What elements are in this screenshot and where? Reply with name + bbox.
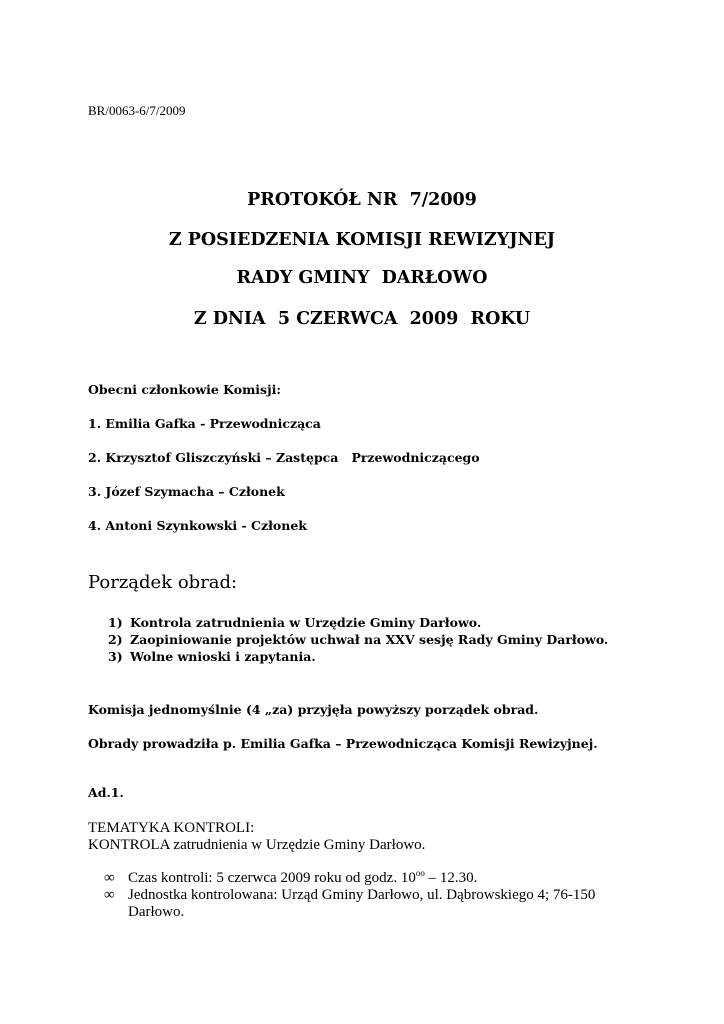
agenda-heading: Porządek obrad: (88, 572, 238, 593)
member-item: 4. Antoni Szynkowski - Członek (88, 518, 307, 533)
agenda-item-number: 1) (108, 615, 123, 630)
agenda-item-number: 3) (108, 649, 123, 664)
agenda-item-text: Zaopiniowanie projektów uchwał na XXV sesję Rady Gminy Darłowo. (130, 632, 609, 647)
agenda-item (108, 631, 610, 648)
control-details-list (104, 870, 644, 921)
controlled-unit: Jednostka kontrolowana: Urząd Gminy Darłowo, ul. Dąbrowskiego 4; 76-150 Darłowo. (128, 887, 596, 920)
member-item: 2. Krzysztof Gliszczyński – Zastępca Przewodniczącego (88, 450, 480, 465)
agenda-item (108, 648, 610, 665)
list-item (104, 887, 644, 921)
infinity-bullet-icon: ∞ (104, 870, 115, 886)
agenda-item (108, 614, 610, 631)
title-protocol-number: PROTOKÓŁ NR 7/2009 (247, 190, 477, 210)
control-time-end: – 12.30. (424, 870, 478, 886)
control-time-superscript: oo (415, 868, 425, 878)
members-heading: Obecni członkowie Komisji: (88, 382, 281, 397)
member-item: 1. Emilia Gafka - Przewodnicząca (88, 416, 321, 431)
section-ad1: Ad.1. (88, 785, 124, 800)
title-committee: Z POSIEDZENIA KOMISJI REWIZYJNEJ (168, 230, 556, 250)
agenda-item-text: Kontrola zatrudnienia w Urzędzie Gminy Darłowo. (130, 615, 482, 630)
document-reference: BR/0063-6/7/2009 (88, 103, 186, 118)
topic-label: TEMATYKA KONTROLI: (88, 820, 255, 836)
title-council: RADY GMINY DARŁOWO (236, 268, 488, 288)
topic-text: KONTROLA zatrudnienia w Urzędzie Gminy Darłowo. (88, 837, 426, 853)
infinity-bullet-icon: ∞ (104, 887, 115, 903)
agenda-list (108, 614, 610, 665)
chair-statement: Obrady prowadziła p. Emilia Gafka – Przewodnicząca Komisji Rewizyjnej. (88, 736, 598, 751)
agenda-approval: Komisja jednomyślnie (4 „za) przyjęła powyższy porządek obrad. (88, 702, 539, 717)
agenda-item-text: Wolne wnioski i zapytania. (130, 649, 316, 664)
agenda-item-number: 2) (108, 632, 123, 647)
list-item (104, 870, 644, 887)
control-time-text: Czas kontroli: 5 czerwca 2009 roku od godz. 10 (128, 870, 416, 886)
member-item: 3. Józef Szymacha – Członek (88, 484, 285, 499)
control-time (128, 870, 477, 887)
title-date: Z DNIA 5 CZERWCA 2009 ROKU (193, 309, 531, 329)
